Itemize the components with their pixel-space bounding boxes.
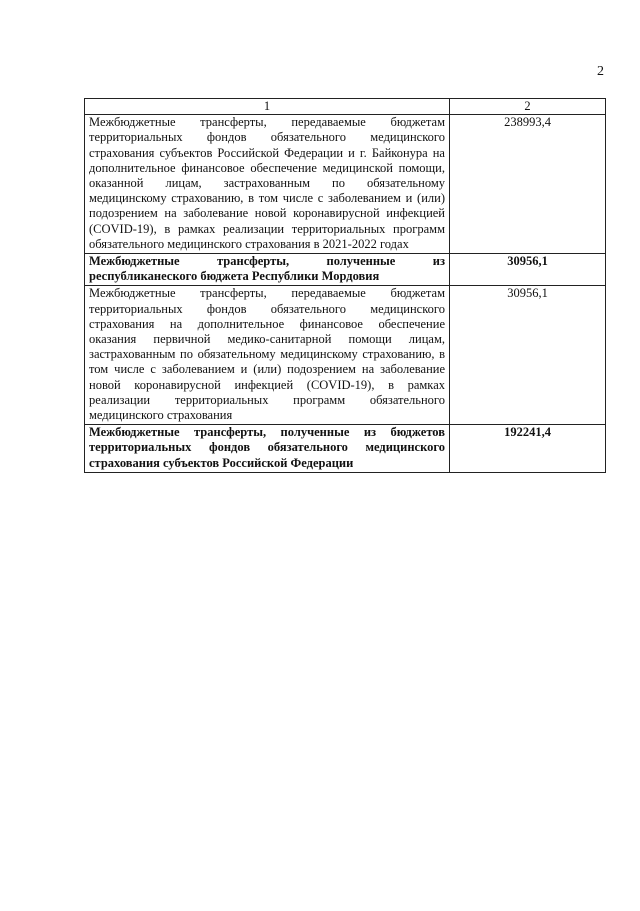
row-amount: 238993,4 bbox=[450, 115, 606, 254]
table-row bbox=[85, 425, 606, 473]
column-header-1: 1 bbox=[85, 99, 450, 115]
table-header-row bbox=[85, 99, 606, 115]
row-description: Межбюджетные трансферты, передаваемые бюджетам территориальных фондов обязательного медицинского страхования на дополнительное финансовое обеспечение оказания первичной медико-санитарной помощи лицам, застрахованным по обязательному медицинскому страхованию, в том числе с заболеванием и (или) подозрением на заболевание новой коронавирусной инфекцией (COVID-19), в рамках реализации территориальных программ обязательного медицинского страхования bbox=[85, 286, 450, 425]
transfers-table bbox=[84, 98, 606, 473]
row-amount: 30956,1 bbox=[450, 286, 606, 425]
row-description: Межбюджетные трансферты, полученные из бюджетов территориальных фондов обязательного медицинского страхования субъектов Российской Федерации bbox=[85, 425, 450, 473]
row-amount: 192241,4 bbox=[450, 425, 606, 473]
column-header-2: 2 bbox=[450, 99, 606, 115]
table-row bbox=[85, 286, 606, 425]
row-description: Межбюджетные трансферты, полученные из республиканеского бюджета Республики Мордовия bbox=[85, 254, 450, 286]
row-description: Межбюджетные трансферты, передаваемые бюджетам территориальных фондов обязательного медицинского страхования субъектов Российской Федерации и г. Байконура на дополнительное финансовое обеспечение медицинской помощи, оказанной лицам, застрахованным по обязательному медицинскому страхованию, в том числе с заболеванием и (или) подозрением на заболевание новой коронавирусной инфекцией (COVID-19), в рамках реализации территориальных программ обязательного медицинского страхования в 2021-2022 годах bbox=[85, 115, 450, 254]
table-row bbox=[85, 254, 606, 286]
table-row bbox=[85, 115, 606, 254]
row-amount: 30956,1 bbox=[450, 254, 606, 286]
page-number: 2 bbox=[597, 64, 604, 79]
